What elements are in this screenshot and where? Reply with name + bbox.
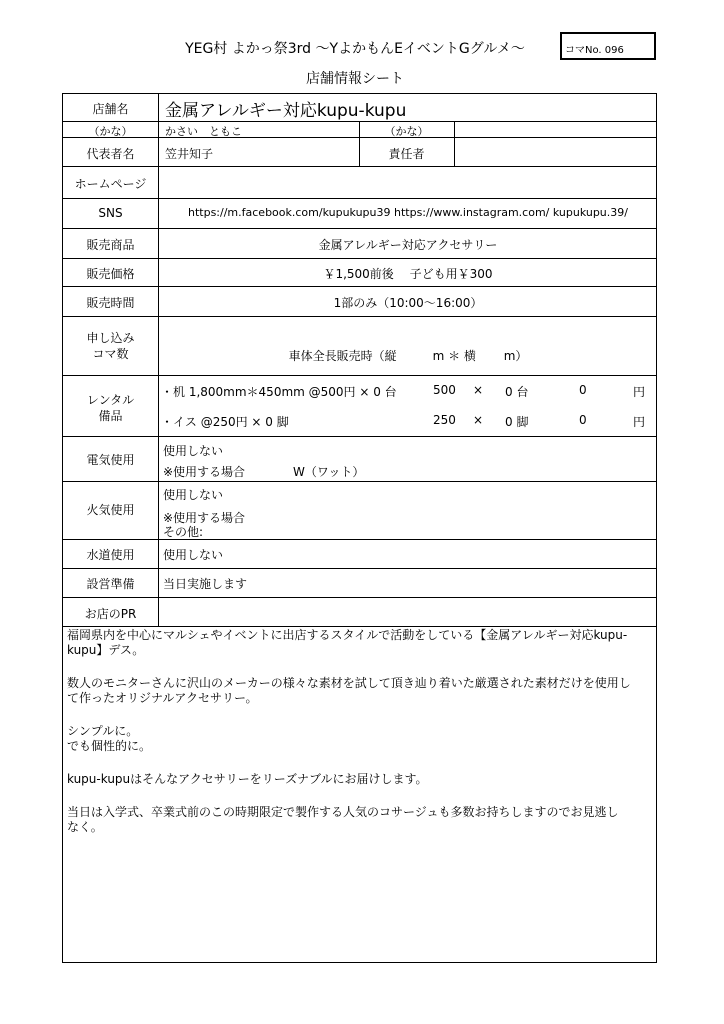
rental-desk-yen: 円 — [633, 385, 646, 399]
rental-label-line2: 備品 — [98, 409, 123, 423]
price-label: 販売価格 — [86, 267, 135, 281]
row-divider — [63, 481, 656, 482]
water-value: 使用しない — [163, 548, 224, 562]
rental-desk-times: × — [473, 383, 484, 397]
rental-desk-total: 0 — [579, 383, 587, 397]
pr-paragraph: 福岡県内を中心にマルシェやイベントに出店するスタイルで活動をしている【金属アレルギー対応kupu- kupu】デス。 — [67, 628, 628, 657]
booth-label-line2: コマ数 — [92, 347, 129, 361]
rental-chair-line: ・イス @250円 × 0 脚 — [161, 415, 289, 429]
pr-paragraph: 当日は入学式、卒業式前のこの時期限定で製作する人気のコサージュも多数お持ちしますのでお見逃し なく。 — [67, 805, 619, 834]
booth-label-line1: 申し込み — [86, 331, 135, 345]
shop-name-label: 店舗名 — [92, 102, 129, 116]
rental-label-line1: レンタル — [86, 393, 135, 407]
row-divider — [63, 316, 656, 317]
rental-chair-times: × — [473, 413, 484, 427]
sales-time-value: 1部のみ（10:00〜16:00） — [333, 296, 483, 310]
fire-other: その他: — [163, 525, 204, 539]
rental-chair-unit: 250 — [433, 413, 456, 427]
row-divider — [63, 258, 656, 259]
shop-pr-text — [67, 628, 653, 853]
rental-desk-unit: 500 — [433, 383, 456, 397]
sales-time-label: 販売時間 — [86, 296, 135, 310]
setup-label: 設営準備 — [86, 577, 135, 591]
rental-chair-yen: 円 — [633, 415, 646, 429]
row-divider — [63, 568, 656, 569]
shop-name-value: 金属アレルギー対応kupu-kupu — [165, 101, 407, 121]
pr-paragraph: kupu-kupuはそんなアクセサリーをリーズナブルにお届けします。 — [67, 772, 428, 786]
info-table — [62, 93, 657, 963]
price-value: ￥1,500前後 子ども用￥300 — [323, 267, 493, 281]
sheet-subtitle: 店舗情報シート — [306, 71, 404, 87]
sns-label: SNS — [98, 206, 123, 220]
column-divider — [454, 121, 455, 166]
representative-label: 代表者名 — [86, 147, 135, 161]
row-divider — [63, 286, 656, 287]
sns-links: https://m.facebook.com/kupukupu39 https://www.instagram.com/ kupukupu.39/ — [188, 206, 628, 219]
manager-kana-label: （かな） — [384, 125, 429, 138]
rental-chair-total: 0 — [579, 413, 587, 427]
row-divider — [63, 228, 656, 229]
products-label: 販売商品 — [86, 238, 135, 252]
manager-label: 責任者 — [388, 147, 425, 161]
shop-pr-label: お店のPR — [84, 607, 137, 621]
rental-desk-qty: 0 台 — [505, 385, 529, 399]
sheet-title: YEG村 よかっ祭3rd 〜YよかもんEイベントGグルメ〜 — [185, 41, 525, 57]
kana-label: （かな） — [88, 125, 133, 138]
fire-value: 使用しない — [163, 488, 224, 502]
electricity-value: 使用しない — [163, 444, 224, 458]
representative-kana: かさい ともこ — [165, 125, 242, 138]
representative-name: 笠井知子 — [165, 147, 214, 161]
row-divider — [63, 198, 656, 199]
pr-paragraph: 数人のモニターさんに沢山のメーカーの様々な素材を試して頂き辿り着いた厳選された素材だけを使用し て作ったオリジナルアクセサリー。 — [67, 676, 631, 705]
fire-note: ※使用する場合 — [163, 511, 246, 525]
row-divider — [63, 626, 656, 627]
row-divider — [63, 166, 656, 167]
rental-desk-line: ・机 1,800mm＊450mm @500円 × 0 台 — [161, 385, 397, 399]
row-divider — [63, 539, 656, 540]
electricity-label: 電気使用 — [86, 453, 135, 467]
homepage-label: ホームページ — [74, 177, 147, 191]
koma-number-box: コマNo. 096 — [560, 32, 656, 60]
pr-paragraph: シンプルに。 でも個性的に。 — [67, 724, 152, 753]
rental-chair-qty: 0 脚 — [505, 415, 529, 429]
products-value: 金属アレルギー対応アクセサリー — [318, 238, 498, 252]
fire-label: 火気使用 — [86, 503, 135, 517]
booth-value: 車体全長販売時（縦 m ＊ 横 m） — [288, 349, 528, 363]
electricity-note: ※使用する場合 W（ワット） — [163, 465, 365, 479]
row-divider — [63, 375, 656, 376]
row-divider — [63, 436, 656, 437]
water-label: 水道使用 — [86, 548, 135, 562]
row-divider — [63, 597, 656, 598]
setup-value: 当日実施します — [163, 577, 248, 591]
